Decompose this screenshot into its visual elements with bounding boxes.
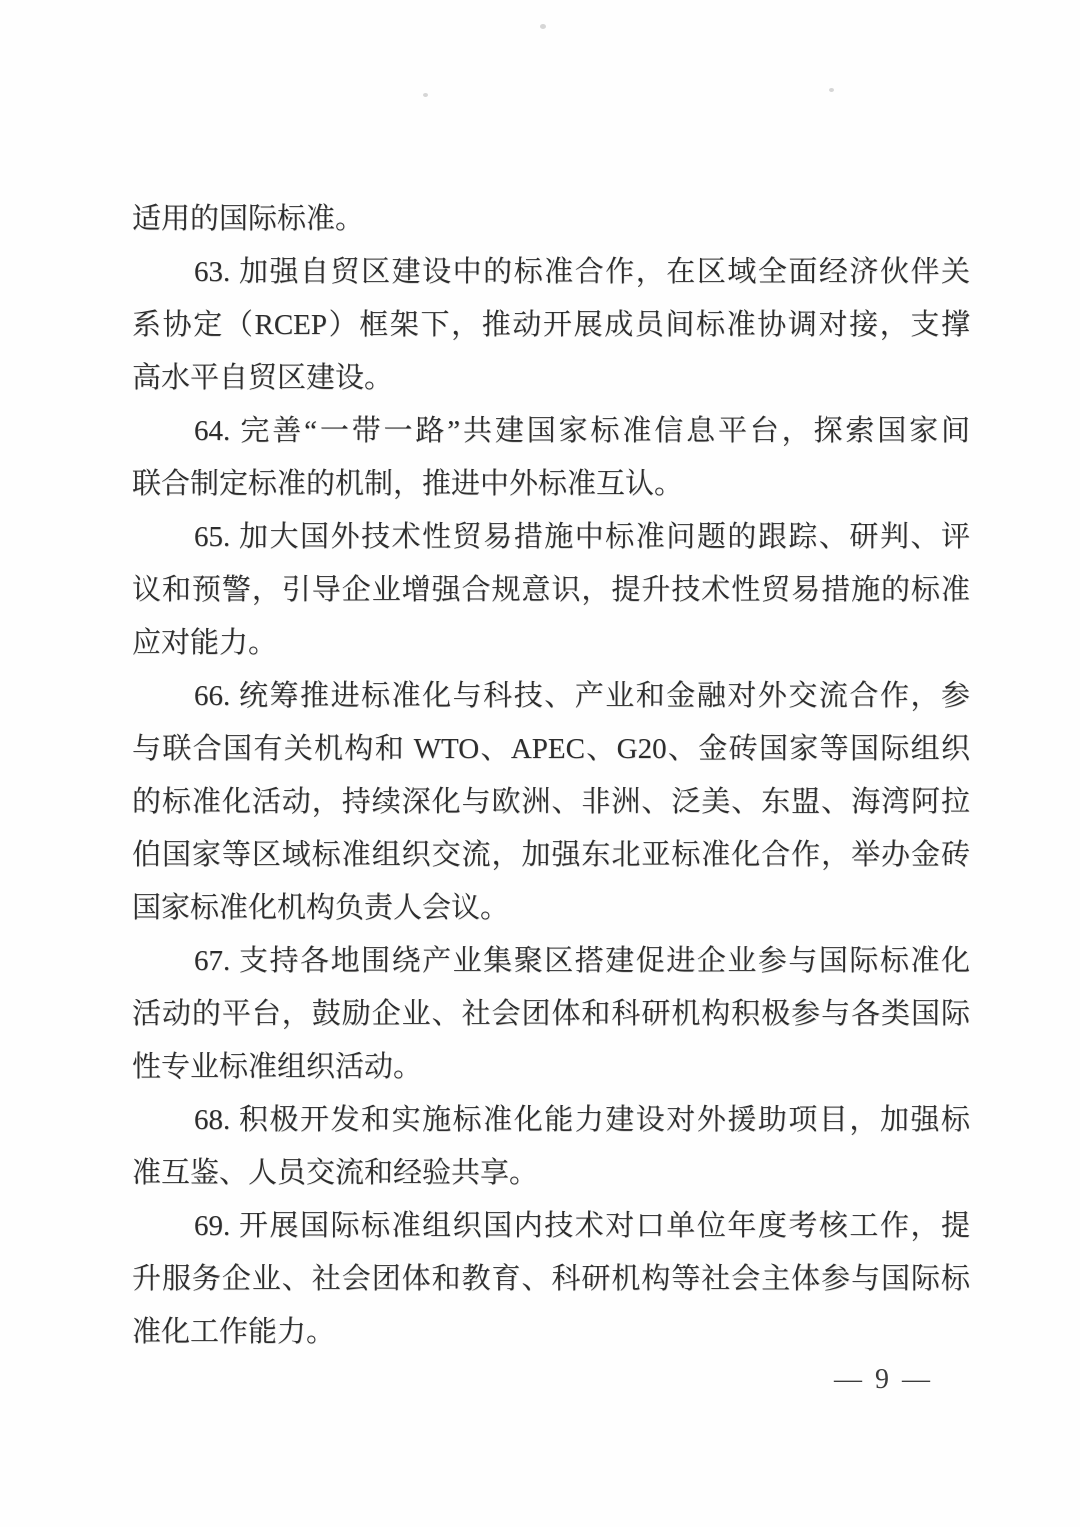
- text-line: 高水平自贸区建设。: [132, 362, 394, 394]
- scan-speck: [829, 88, 834, 92]
- text-line: 63. 加强自贸区建设中的标准合作，在区域全面经济伙伴关: [194, 256, 970, 288]
- text-line: 准互鉴、人员交流和经验共享。: [132, 1157, 539, 1189]
- text-line: 伯国家等区域标准组织交流，加强东北亚标准化合作，举办金砖: [132, 839, 970, 871]
- text-line: 的标准化活动，持续深化与欧洲、非洲、泛美、东盟、海湾阿拉: [132, 786, 970, 818]
- text-line: 议和预警，引导企业增强合规意识，提升技术性贸易措施的标准: [132, 574, 970, 606]
- text-line: 升服务企业、社会团体和教育、科研机构等社会主体参与国际标: [132, 1263, 970, 1295]
- text-line: 69. 开展国际标准组织国内技术对口单位年度考核工作，提: [194, 1210, 970, 1242]
- page-number: — 9 —: [834, 1364, 933, 1395]
- text-line: 与联合国有关机构和 WTO、APEC、G20、金砖国家等国际组织: [132, 733, 970, 765]
- scan-speck: [540, 24, 546, 29]
- text-line: 联合制定标准的机制，推进中外标准互认。: [132, 468, 684, 500]
- text-line: 67. 支持各地围绕产业集聚区搭建促进企业参与国际标准化: [194, 945, 970, 977]
- text-line: 68. 积极开发和实施标准化能力建设对外援助项目，加强标: [194, 1104, 970, 1136]
- document-body: [132, 193, 970, 1359]
- text-line: 65. 加大国外技术性贸易措施中标准问题的跟踪、研判、评: [194, 521, 970, 553]
- text-line: 64. 完善“一带一路”共建国家标准信息平台，探索国家间: [194, 415, 970, 447]
- scan-speck: [423, 93, 428, 97]
- text-line: 系协定（RCEP）框架下，推动开展成员间标准协调对接，支撑: [132, 309, 970, 341]
- text-line: 活动的平台，鼓励企业、社会团体和科研机构积极参与各类国际: [132, 998, 970, 1030]
- text-line: 应对能力。: [132, 627, 278, 659]
- text-line: 66. 统筹推进标准化与科技、产业和金融对外交流合作，参: [194, 680, 970, 712]
- text-line: 适用的国际标准。: [132, 203, 365, 235]
- text-line: 准化工作能力。: [132, 1316, 336, 1348]
- text-line: 国家标准化机构负责人会议。: [132, 892, 510, 924]
- text-line: 性专业标准组织活动。: [132, 1051, 423, 1083]
